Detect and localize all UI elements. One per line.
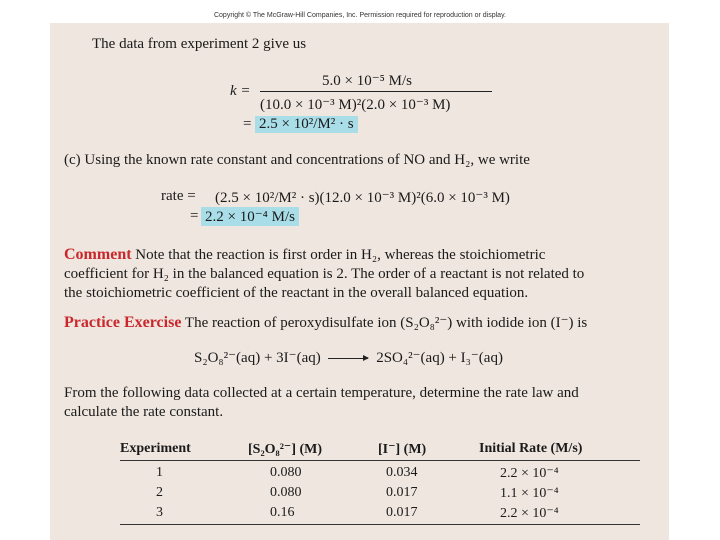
table-cell: 0.017	[386, 485, 418, 500]
reaction-products: 2SO₄²⁻(aq) + I₃⁻(aq)	[376, 350, 503, 366]
comment-line-3: the stoichiometric coefficient of the reactant in the overall balanced equation.	[64, 285, 529, 301]
table-header-s2o8: [S₂O₈²⁻] (M)	[248, 442, 323, 457]
k-numerator: 5.0 × 10⁻⁵ M/s	[322, 73, 412, 89]
practice-label: Practice Exercise	[64, 314, 182, 331]
k-equals: =	[243, 116, 252, 132]
copyright-notice: Copyright © The McGraw-Hill Companies, Inc. Permission required for reproduction or display.	[213, 12, 506, 19]
table-header-rule	[120, 460, 640, 461]
comment-label: Comment	[64, 246, 132, 263]
table-cell: 3	[156, 505, 163, 520]
part-c-text: (c) Using the known rate constant and concentrations of NO and H₂, we write	[64, 152, 530, 168]
reaction-arrow-icon	[328, 358, 368, 359]
reaction-reactants: S₂O₈²⁻(aq) + 3I⁻(aq)	[194, 350, 321, 366]
content-panel	[50, 23, 669, 540]
table-cell: 0.034	[386, 465, 418, 480]
rate-expression: (2.5 × 10²/M² · s)(12.0 × 10⁻³ M)²(6.0 × 10⁻³ M)	[215, 190, 510, 206]
comment-text-1: Note that the reaction is first order in H₂, whereas the stoichiometric	[135, 247, 546, 263]
reaction-equation	[194, 348, 503, 367]
table-cell: 1	[156, 465, 163, 480]
table-cell: 0.017	[386, 505, 418, 520]
table-header-experiment: Experiment	[120, 441, 191, 456]
table-cell: 0.16	[270, 505, 295, 520]
rate-equals: =	[190, 208, 199, 224]
k-result-highlight: 2.5 × 10²/M² · s	[255, 116, 358, 133]
table-cell: 1.1 × 10⁻⁴	[500, 486, 559, 501]
table-cell: 0.080	[270, 465, 302, 480]
rate-label: rate =	[161, 188, 196, 204]
table-cell: 2.2 × 10⁻⁴	[500, 466, 559, 481]
table-cell: 0.080	[270, 485, 302, 500]
practice-text: The reaction of peroxydisulfate ion (S₂O₈²⁻) with iodide ion (I⁻) is	[184, 315, 588, 331]
part-b-intro: The data from experiment 2 give us	[92, 36, 307, 52]
rate-result-highlight: 2.2 × 10⁻⁴ M/s	[201, 207, 299, 226]
fraction-bar	[260, 91, 492, 92]
practice-line	[64, 313, 587, 332]
question-line-1: From the following data collected at a certain temperature, determine the rate law and	[64, 385, 579, 401]
question-line-2: calculate the rate constant.	[64, 404, 224, 420]
table-bottom-rule	[120, 524, 640, 525]
table-cell: 2.2 × 10⁻⁴	[500, 506, 559, 521]
table-header-iodide: [I⁻] (M)	[378, 442, 427, 457]
k-label: k =	[230, 83, 251, 99]
table-cell: 2	[156, 485, 163, 500]
table-header-rate: Initial Rate (M/s)	[479, 441, 583, 456]
comment-line-2: coefficient for H₂ in the balanced equation is 2. The order of a reactant is not related to	[64, 266, 585, 282]
comment-line-1	[64, 246, 545, 264]
k-denominator: (10.0 × 10⁻³ M)²(2.0 × 10⁻³ M)	[260, 97, 451, 113]
